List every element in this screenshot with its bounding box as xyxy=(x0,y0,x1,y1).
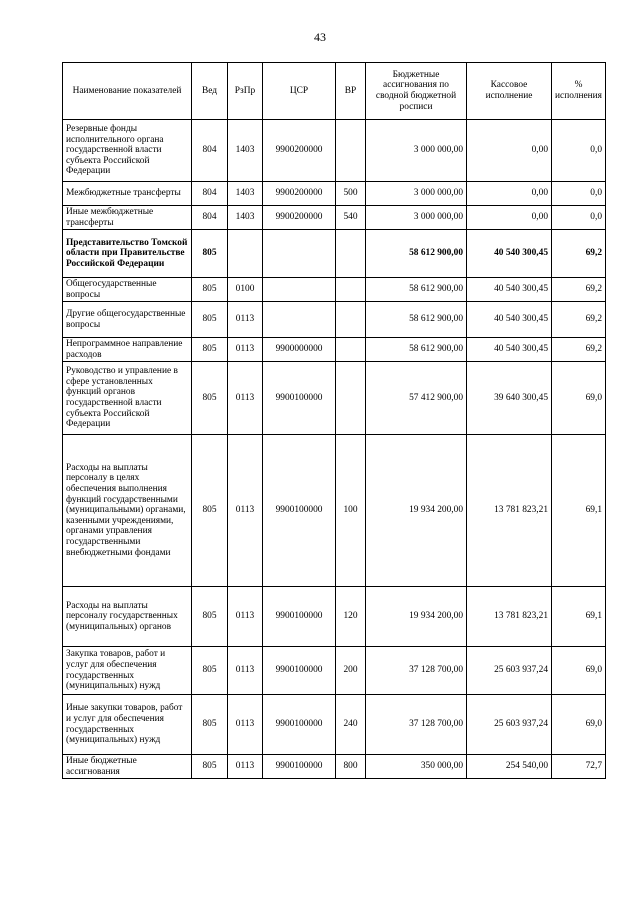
table-row xyxy=(63,435,606,587)
cell-rzpr: 0113 xyxy=(228,338,263,362)
cell-rzpr: 0113 xyxy=(228,435,263,587)
cell-cash: 254 540,00 xyxy=(467,755,552,779)
cell-amount: 3 000 000,00 xyxy=(366,182,467,206)
cell-vr: 100 xyxy=(336,435,366,587)
cell-cash: 40 540 300,45 xyxy=(467,338,552,362)
cell-vr: 540 xyxy=(336,206,366,230)
cell-vr: 240 xyxy=(336,695,366,755)
cell-rzpr: 0100 xyxy=(228,278,263,302)
cell-cash: 0,00 xyxy=(467,206,552,230)
cell-percent: 69,1 xyxy=(552,435,606,587)
table-row xyxy=(63,120,606,182)
cell-csr: 9900100000 xyxy=(263,587,336,647)
header-amount: Бюджетные ассигнования по сводной бюджетной росписи xyxy=(366,63,467,120)
cell-csr: 9900200000 xyxy=(263,182,336,206)
table-body xyxy=(63,120,606,779)
cell-ved: 805 xyxy=(192,230,228,278)
cell-vr: 120 xyxy=(336,587,366,647)
cell-percent: 69,1 xyxy=(552,587,606,647)
cell-name: Представительство Томской области при Правительстве Российской Федерации xyxy=(63,230,192,278)
cell-ved: 805 xyxy=(192,338,228,362)
table-row xyxy=(63,278,606,302)
header-vr: ВР xyxy=(336,63,366,120)
cell-csr: 9900100000 xyxy=(263,695,336,755)
cell-cash: 0,00 xyxy=(467,120,552,182)
header-name: Наименование показателей xyxy=(63,63,192,120)
cell-ved: 805 xyxy=(192,435,228,587)
header-ved: Вед xyxy=(192,63,228,120)
cell-rzpr: 0113 xyxy=(228,695,263,755)
cell-cash: 40 540 300,45 xyxy=(467,302,552,338)
cell-name: Закупка товаров, работ и услуг для обеспечения государственных (муниципальных) нужд xyxy=(63,647,192,695)
cell-ved: 805 xyxy=(192,647,228,695)
cell-name: Иные закупки товаров, работ и услуг для обеспечения государственных (муниципальных) нужд xyxy=(63,695,192,755)
table-row xyxy=(63,755,606,779)
cell-vr xyxy=(336,338,366,362)
cell-name: Общегосударственные вопросы xyxy=(63,278,192,302)
cell-rzpr: 1403 xyxy=(228,206,263,230)
cell-csr: 9900100000 xyxy=(263,647,336,695)
table-row xyxy=(63,647,606,695)
cell-cash: 39 640 300,45 xyxy=(467,362,552,435)
cell-name: Расходы на выплаты персоналу в целях обеспечения выполнения функций государственными (муниципальными) органами, казенными учреждениями, органами управления государственными внебюджетными фондами xyxy=(63,435,192,587)
cell-csr xyxy=(263,278,336,302)
cell-percent: 69,0 xyxy=(552,647,606,695)
table-row xyxy=(63,362,606,435)
table-header-row xyxy=(63,63,606,120)
cell-ved: 805 xyxy=(192,695,228,755)
cell-rzpr xyxy=(228,230,263,278)
cell-name: Непрограммное направление расходов xyxy=(63,338,192,362)
cell-csr xyxy=(263,230,336,278)
cell-percent: 69,2 xyxy=(552,302,606,338)
cell-vr xyxy=(336,302,366,338)
cell-csr: 9900000000 xyxy=(263,338,336,362)
cell-amount: 58 612 900,00 xyxy=(366,278,467,302)
cell-amount: 19 934 200,00 xyxy=(366,435,467,587)
cell-name: Межбюджетные трансферты xyxy=(63,182,192,206)
header-rzpr: РзПр xyxy=(228,63,263,120)
header-percent: % исполнения xyxy=(552,63,606,120)
cell-csr: 9900200000 xyxy=(263,120,336,182)
table-row xyxy=(63,695,606,755)
cell-ved: 804 xyxy=(192,120,228,182)
cell-percent: 69,0 xyxy=(552,695,606,755)
cell-vr xyxy=(336,278,366,302)
cell-amount: 19 934 200,00 xyxy=(366,587,467,647)
cell-percent: 0,0 xyxy=(552,206,606,230)
cell-rzpr: 1403 xyxy=(228,182,263,206)
table-row xyxy=(63,587,606,647)
page-number: 43 xyxy=(314,30,326,44)
cell-ved: 804 xyxy=(192,206,228,230)
cell-percent: 69,2 xyxy=(552,230,606,278)
cell-rzpr: 0113 xyxy=(228,647,263,695)
cell-cash: 40 540 300,45 xyxy=(467,278,552,302)
cell-rzpr: 0113 xyxy=(228,755,263,779)
cell-amount: 57 412 900,00 xyxy=(366,362,467,435)
cell-amount: 37 128 700,00 xyxy=(366,647,467,695)
table-row xyxy=(63,338,606,362)
table-row xyxy=(63,182,606,206)
cell-vr xyxy=(336,230,366,278)
table-row xyxy=(63,206,606,230)
table-row xyxy=(63,230,606,278)
cell-name: Руководство и управление в сфере установленных функций органов государственной власти субъекта Российской Федерации xyxy=(63,362,192,435)
cell-vr: 200 xyxy=(336,647,366,695)
cell-cash: 40 540 300,45 xyxy=(467,230,552,278)
cell-rzpr: 1403 xyxy=(228,120,263,182)
cell-csr: 9900100000 xyxy=(263,755,336,779)
cell-cash: 0,00 xyxy=(467,182,552,206)
cell-ved: 804 xyxy=(192,182,228,206)
cell-rzpr: 0113 xyxy=(228,302,263,338)
budget-table xyxy=(62,62,606,779)
cell-cash: 13 781 823,21 xyxy=(467,587,552,647)
cell-rzpr: 0113 xyxy=(228,587,263,647)
cell-percent: 72,7 xyxy=(552,755,606,779)
cell-amount: 350 000,00 xyxy=(366,755,467,779)
header-csr: ЦСР xyxy=(263,63,336,120)
cell-amount: 3 000 000,00 xyxy=(366,120,467,182)
cell-amount: 58 612 900,00 xyxy=(366,302,467,338)
cell-percent: 69,2 xyxy=(552,278,606,302)
cell-ved: 805 xyxy=(192,278,228,302)
cell-ved: 805 xyxy=(192,587,228,647)
table-row xyxy=(63,302,606,338)
cell-vr: 800 xyxy=(336,755,366,779)
cell-name: Иные межбюджетные трансферты xyxy=(63,206,192,230)
cell-name: Резервные фонды исполнительного органа государственной власти субъекта Российской Федерации xyxy=(63,120,192,182)
cell-csr: 9900100000 xyxy=(263,362,336,435)
cell-cash: 25 603 937,24 xyxy=(467,695,552,755)
cell-csr: 9900100000 xyxy=(263,435,336,587)
cell-rzpr: 0113 xyxy=(228,362,263,435)
cell-name: Расходы на выплаты персоналу государственных (муниципальных) органов xyxy=(63,587,192,647)
cell-amount: 3 000 000,00 xyxy=(366,206,467,230)
cell-ved: 805 xyxy=(192,755,228,779)
cell-percent: 69,2 xyxy=(552,338,606,362)
cell-csr xyxy=(263,302,336,338)
cell-vr xyxy=(336,362,366,435)
header-cash: Кассовое исполнение xyxy=(467,63,552,120)
cell-amount: 58 612 900,00 xyxy=(366,230,467,278)
cell-name: Иные бюджетные ассигнования xyxy=(63,755,192,779)
cell-percent: 69,0 xyxy=(552,362,606,435)
cell-amount: 37 128 700,00 xyxy=(366,695,467,755)
cell-percent: 0,0 xyxy=(552,182,606,206)
cell-name: Другие общегосударственные вопросы xyxy=(63,302,192,338)
cell-cash: 25 603 937,24 xyxy=(467,647,552,695)
cell-cash: 13 781 823,21 xyxy=(467,435,552,587)
cell-amount: 58 612 900,00 xyxy=(366,338,467,362)
cell-vr: 500 xyxy=(336,182,366,206)
cell-percent: 0,0 xyxy=(552,120,606,182)
cell-vr xyxy=(336,120,366,182)
cell-csr: 9900200000 xyxy=(263,206,336,230)
cell-ved: 805 xyxy=(192,362,228,435)
cell-ved: 805 xyxy=(192,302,228,338)
